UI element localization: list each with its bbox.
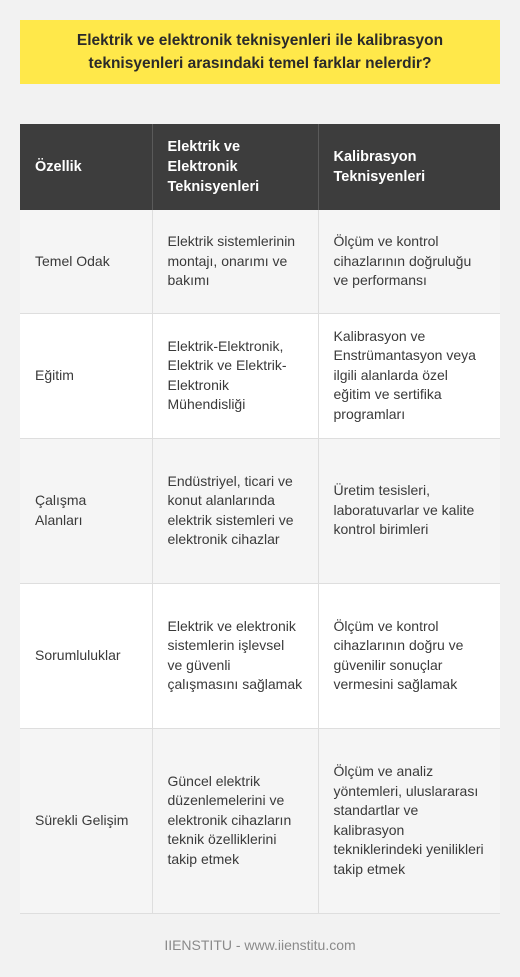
cell-feature: Sürekli Gelişim (20, 728, 152, 913)
table-header-row (20, 124, 500, 210)
table-row (20, 728, 500, 913)
footer-source: IIENSTITU - www.iienstitu.com (164, 937, 356, 953)
cell-calibration: Ölçüm ve analiz yöntemleri, uluslararası standartlar ve kalibrasyon tekniklerindeki yenilikleri takip etmek (318, 728, 500, 913)
cell-electrical: Güncel elektrik düzenlemelerini ve elektronik cihazların teknik özelliklerini takip etmek (152, 728, 318, 913)
table-row (20, 313, 500, 438)
table-row (20, 583, 500, 728)
table-row (20, 438, 500, 583)
cell-calibration: Ölçüm ve kontrol cihazlarının doğru ve güvenilir sonuçlar vermesini sağlamak (318, 583, 500, 728)
cell-electrical: Elektrik-Elektronik, Elektrik ve Elektrik-Elektronik Mühendisliği (152, 313, 318, 438)
cell-calibration: Üretim tesisleri, laboratuvarlar ve kalite kontrol birimleri (318, 438, 500, 583)
cell-calibration: Ölçüm ve kontrol cihazlarının doğruluğu ve performansı (318, 210, 500, 313)
cell-feature: Eğitim (20, 313, 152, 438)
table-row (20, 210, 500, 313)
cell-electrical: Endüstriyel, ticari ve konut alanlarında elektrik sistemleri ve elektronik cihazlar (152, 438, 318, 583)
cell-calibration: Kalibrasyon ve Enstrümantasyon veya ilgili alanlarda özel eğitim ve sertifika programları (318, 313, 500, 438)
header-calibration-technicians: Kalibrasyon Teknisyenleri (318, 124, 500, 210)
page-title: Elektrik ve elektronik teknisyenleri ile kalibrasyon teknisyenleri arasındaki temel farklar nelerdir? (20, 20, 500, 84)
cell-feature: Çalışma Alanları (20, 438, 152, 583)
cell-feature: Temel Odak (20, 210, 152, 313)
comparison-table (20, 124, 500, 914)
cell-electrical: Elektrik sistemlerinin montajı, onarımı ve bakımı (152, 210, 318, 313)
header-electrical-technicians: Elektrik ve Elektronik Teknisyenleri (152, 124, 318, 210)
header-feature: Özellik (20, 124, 152, 210)
cell-electrical: Elektrik ve elektronik sistemlerin işlevsel ve güvenli çalışmasını sağlamak (152, 583, 318, 728)
cell-feature: Sorumluluklar (20, 583, 152, 728)
